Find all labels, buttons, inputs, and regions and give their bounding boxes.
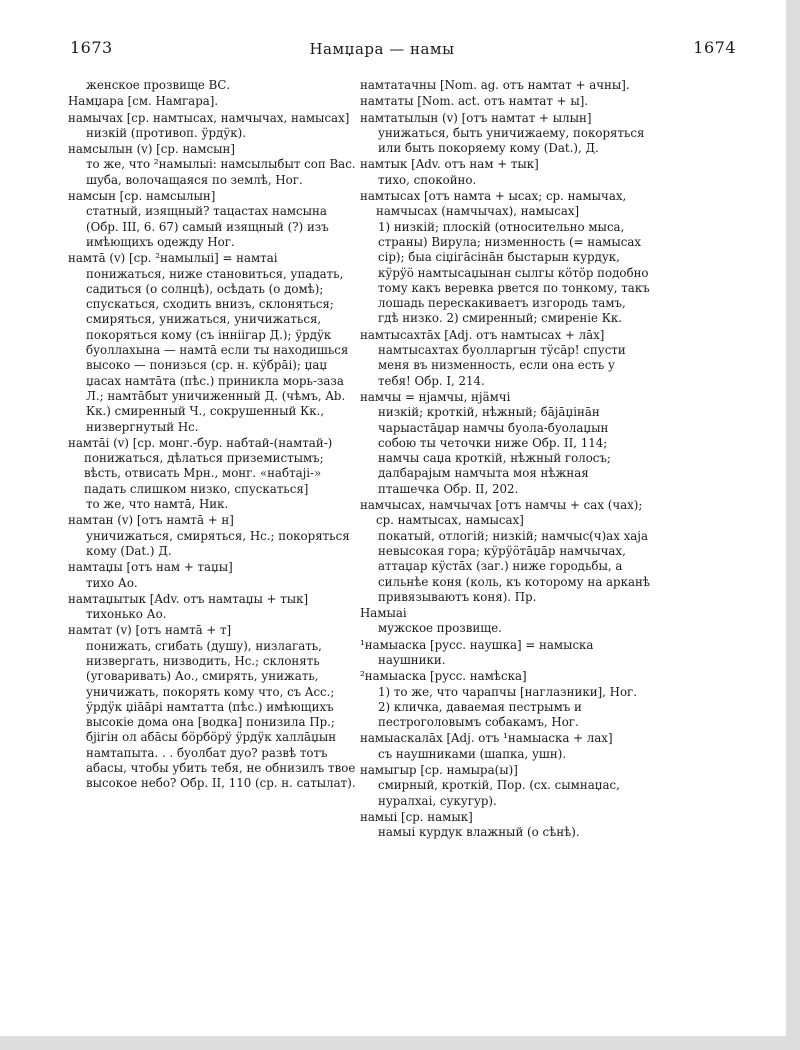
entry-definition: 1) то же, что чарапчы [наглазники], Ног. 2) кличка, даваемая пестрымъ и пестроголовымъ собакамъ, Ног. bbox=[378, 684, 637, 730]
entry-headword: намыгыр [ср. намыра(ы)] bbox=[360, 763, 518, 778]
dictionary-entry bbox=[360, 606, 650, 637]
entry-definition: понижаться, ниже становиться, упадать, садиться (о солнцѣ), осѣдать (о домѣ); спускаться, сходить внизъ, склоняться; смиряться, унижаться, уничижаться, покоряться кому (съ інніігар Д.); ӱрдӱк буоллахына — намтā если ты находишься высоко — понизься (ср. н. кӱбрāі); џаџ џасах намтāта (пѣс.) приникла морь-заза Л.; намтāбыт уничиженный Д. (чѣмъ, Ab. Кк.) смиренный Ч., сокрушенный Кк., низвергнутый Нс. bbox=[86, 266, 349, 434]
entry-headword: намтāі (v) [ср. монг.-бур. набтай-(намтай-) понижаться, дѣлаться приземистымъ; вѣсть, отвисать Мрн., монг. «набтаji-» падать слишком низко, спускаться] bbox=[68, 435, 333, 496]
dictionary-entry bbox=[360, 328, 650, 389]
entry-headword: Намыаі bbox=[360, 606, 407, 621]
dictionary-entry bbox=[68, 436, 356, 512]
entry-definition: понижать, сгибать (душу), низлагать, низвергать, низводить, Нс.; склонять (уговаривать) Ао., смирять, унижать, уничижать, покорять кому что, съ Acc.; ӱрдӱк џіāāрі намтатта (пѣс.) имѣющихъ высокіе дома она [водка] понизила Пр.; бјігін ол абāсы бӧрбӧрӱ ӱрдӱк халлāџын намтапыта. . . буолбат дуо? развѣ тотъ абасы, чтобы убить тебя, не обнизилъ твое высокое небо? Обр. II, 110 (ср. н. сатылат). bbox=[86, 638, 356, 791]
entry-headword: намтā (v) [ср. ²намылыі] = намтаі bbox=[68, 251, 278, 266]
page-number-left: 1673 bbox=[70, 38, 113, 57]
dictionary-entry bbox=[360, 810, 650, 841]
entry-headword: намыі [ср. намык] bbox=[360, 809, 473, 824]
dictionary-entry bbox=[360, 669, 650, 730]
entry-headword: намтысах [отъ намта + ысах; ср. намычах, намчысах (намчычах), намысах] bbox=[360, 189, 627, 219]
entry-definition: низкій (противоп. ӱрдӱк). bbox=[86, 125, 246, 140]
dictionary-entry bbox=[360, 94, 650, 109]
running-head: Намџара — намы bbox=[309, 40, 455, 58]
entry-headword: намсын [ср. намсылын] bbox=[68, 189, 216, 204]
entry-headword: намтан (v) [отъ намтā + н] bbox=[68, 513, 234, 528]
entry-headword: ¹намыаска [русс. наушка] = намыска bbox=[360, 637, 594, 652]
dictionary-entry bbox=[68, 94, 356, 109]
entry-definition: покатый, отлогій; низкій; намчыс(ч)ах хаја невысокая гора; кӱрӱӧтāџāр намчычах, аттаџар кӱстāх (заг.) ниже городьбы, а сильнѣе коня (коль, къ которому на арканѣ привязываютъ коня). Пр. bbox=[378, 528, 650, 604]
entry-definition: съ наушниками (шапка, ушн). bbox=[378, 746, 567, 761]
dictionary-entry bbox=[360, 763, 650, 809]
entry-definition: мужское прозвище. bbox=[378, 621, 502, 636]
dictionary-entry bbox=[360, 78, 650, 93]
entry-definition: тихо, спокойно. bbox=[378, 172, 477, 187]
entry-definition: низкій; кроткій, нѣжный; бāјāџінāн чарыастāџар намчы буола-буолаџын собою ты четочки ниже Обр. II, 114; намчы саџа кроткій, нѣжный голосъ; далбарајым намчыта моя нѣжная пташечка Обр. II, 202. bbox=[378, 405, 611, 496]
dictionary-entry bbox=[68, 78, 356, 93]
entry-definition: тихо Ао. bbox=[86, 575, 138, 590]
entry-headword: Намџара [см. Намгара]. bbox=[68, 94, 219, 109]
dictionary-entry bbox=[360, 498, 650, 605]
page-number-right: 1674 bbox=[693, 38, 736, 57]
entry-headword: намтат (v) [отъ намтā + т] bbox=[68, 623, 232, 638]
dictionary-entry bbox=[360, 731, 650, 762]
entry-definition: наушники. bbox=[378, 652, 446, 667]
entry-headword: намычах [ср. намтысах, намчычах, намысах] bbox=[68, 110, 350, 125]
dictionary-entry bbox=[68, 623, 356, 791]
entry-definition: смирный, кроткій, Пор. (сх. сымнаџас, нуралхаі, сукугур). bbox=[378, 778, 620, 808]
entry-headword: намтаџы [отъ нам + таџы] bbox=[68, 560, 233, 575]
entry-definition: женское прозвище ВС. bbox=[86, 78, 231, 92]
dictionary-entry bbox=[360, 189, 650, 327]
entry-definition: намтысахтах буолларгын тӱсāр! спусти меня въ низменность, если она есть у тебя! Обр. I, 214. bbox=[378, 343, 626, 388]
entry-headword: намчы = нјамчы, нјӓмчі bbox=[360, 389, 511, 404]
scan-edge-bottom bbox=[0, 1036, 800, 1050]
entry-definition: то же, что ²намылыі: намсылыбыт соп Вас. шуба, волочащаяся по землѣ, Ног. bbox=[86, 157, 356, 187]
entry-definition: намыі курдук влажный (о сѣнѣ). bbox=[378, 825, 580, 840]
dictionary-entry bbox=[68, 111, 356, 142]
dictionary-entry bbox=[68, 189, 356, 250]
scan-edge-right bbox=[786, 0, 800, 1050]
dictionary-entry bbox=[360, 157, 650, 188]
entry-definition: то же, что намтā, Ник. bbox=[86, 497, 229, 512]
dictionary-entry bbox=[360, 111, 650, 157]
left-column bbox=[68, 78, 356, 793]
entry-headword: намтатачны [Nom. ag. отъ намтат + ачны]. bbox=[360, 78, 630, 92]
entry-headword: намыаскалāх [Adj. отъ ¹намыаска + лах] bbox=[360, 731, 613, 746]
dictionary-entry bbox=[360, 638, 650, 669]
entry-headword: намсылын (v) [ср. намсын] bbox=[68, 142, 235, 157]
entry-headword: намтык [Adv. отъ нам + тык] bbox=[360, 157, 539, 172]
entry-definition: уничижаться, смиряться, Нс.; покоряться кому (Dat.) Д. bbox=[86, 528, 350, 558]
dictionary-entry bbox=[68, 513, 356, 559]
entry-definition: 1) низкій; плоскій (относительно мыса, страны) Вирула; низменность (= намысах сір); быа сіџігāсінāн быстарын курдук, кӱрӱӧ намтысаџынан сылгы кӧтӧр подобно тому какъ веревка рвется по тонкому, такъ лошадь перескакиваетъ изгородь тамъ, гдѣ низко. 2) смиренный; смиреніе Кк. bbox=[378, 219, 650, 326]
entry-definition: унижаться, быть уничижаему, покоряться или быть покоряему кому (Dat.), Д. bbox=[378, 125, 645, 156]
dictionary-entry bbox=[68, 592, 356, 623]
entry-headword: намтаџытык [Adv. отъ намтаџы + тык] bbox=[68, 591, 309, 606]
entry-headword: намтатылын (v) [отъ намтат + ылын] bbox=[360, 110, 592, 125]
entry-definition: тихонько Ао. bbox=[86, 607, 167, 622]
entry-definition: статный, изящный? тацастах намсына (Обр. III, 6. 67) самый изящный (?) изъ имѣющихъ одежду Ног. bbox=[86, 204, 329, 249]
right-column bbox=[360, 78, 650, 842]
dictionary-entry bbox=[68, 560, 356, 591]
dictionary-entry bbox=[68, 251, 356, 435]
entry-headword: намтаты [Nom. act. отъ намтат + ы]. bbox=[360, 94, 589, 109]
entry-headword: намтысахтāх [Adj. отъ намтысах + лāх] bbox=[360, 327, 605, 342]
entry-headword: намчысах, намчычах [отъ намчы + сах (чах); ср. намтысах, намысах] bbox=[360, 498, 643, 528]
entry-headword: ²намыаска [русс. намѣска] bbox=[360, 669, 527, 684]
dictionary-entry bbox=[68, 142, 356, 188]
dictionary-entry bbox=[360, 390, 650, 497]
